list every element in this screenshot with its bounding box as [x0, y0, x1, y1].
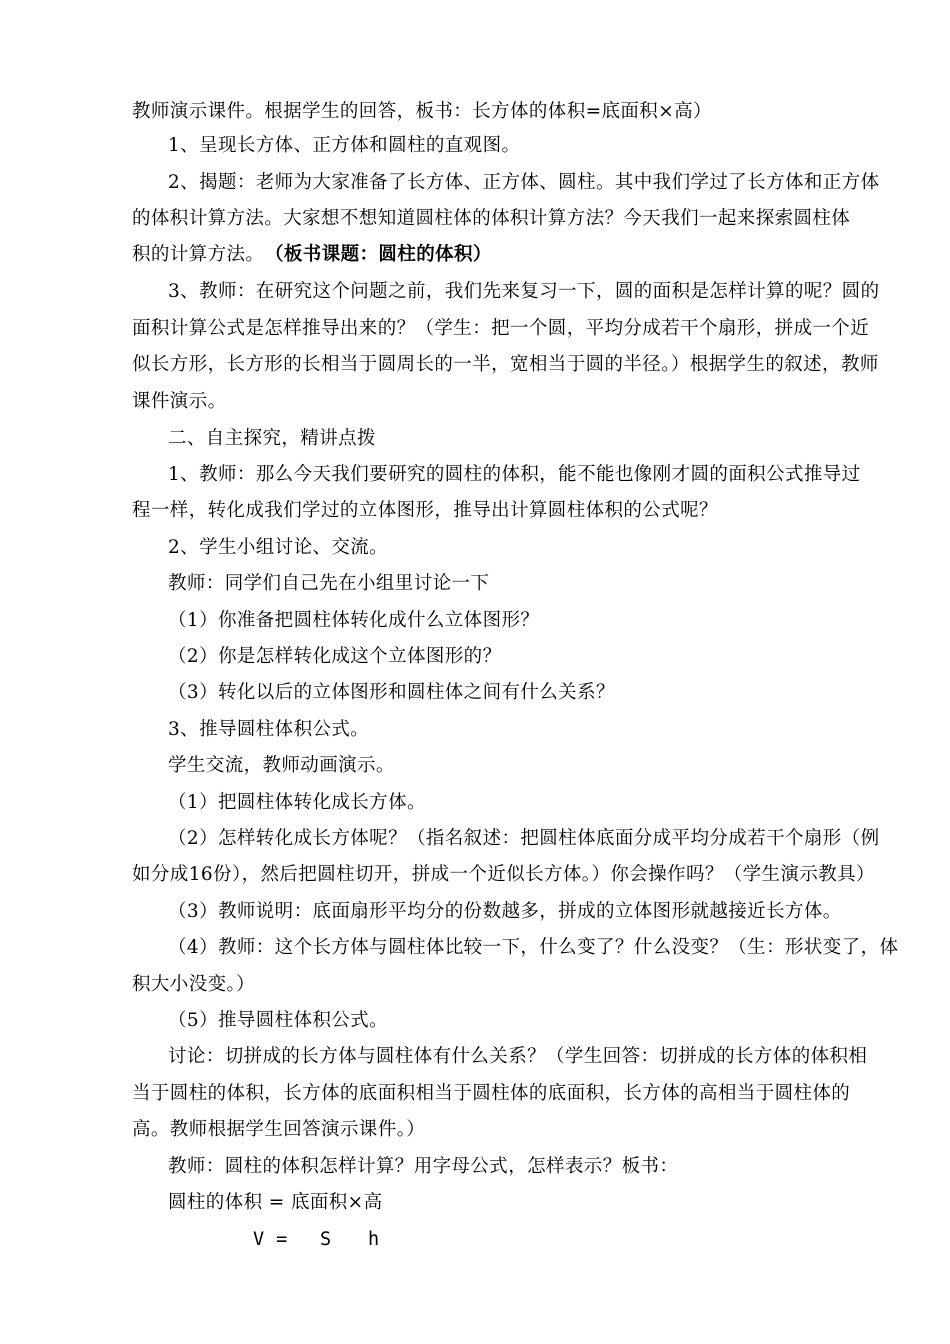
text-line: 高。教师根据学生回答演示课件。）: [132, 1119, 426, 1140]
text-line: 教师演示课件。根据学生的回答，板书：长方体的体积=底面积×高）: [132, 101, 712, 122]
text-line: 1、教师：那么今天我们要研究的圆柱的体积，能不能也像刚才圆的面积公式推导过: [168, 464, 861, 485]
text-line: 教师：同学们自己先在小组里讨论一下: [168, 573, 490, 594]
text-line: 讨论：切拼成的长方体与圆柱体有什么关系？（学生回答：切拼成的长方体的体积相: [168, 1046, 868, 1067]
step-item: （5）推导圆柱体积公式。: [168, 1010, 389, 1031]
step-item: （3）教师说明：底面扇形平均分的份数越多，拼成的立体图形就越接近长方体。: [168, 901, 842, 922]
question-item: （2）你是怎样转化成这个立体图形的？: [168, 646, 502, 667]
formula-h: h: [368, 1229, 380, 1250]
text-line: 2、揭题：老师为大家准备了长方体、正方体、圆柱。其中我们学过了长方体和正方体: [168, 172, 880, 193]
step-item: （2）怎样转化成长方体呢？（指名叙述：把圆柱体底面分成平均分成若干个扇形（例: [168, 828, 880, 849]
question-item: （1）你准备把圆柱体转化成什么立体图形？: [168, 610, 540, 631]
formula-s: S: [320, 1229, 332, 1250]
text-line: 程一样，转化成我们学过的立体图形，推导出计算圆柱体积的公式呢？: [132, 500, 718, 521]
formula-words: 圆柱的体积 = 底面积×高: [168, 1192, 383, 1213]
step-item: （4）教师：这个长方体与圆柱体比较一下，什么变了？什么没变？（生：形状变了，体: [168, 937, 899, 958]
text-line: 课件演示。: [132, 391, 227, 412]
text-line: 3、推导圆柱体积公式。: [168, 719, 370, 740]
text-line: 3、教师：在研究这个问题之前，我们先来复习一下，圆的面积是怎样计算的呢？圆的: [168, 281, 880, 302]
question-item: （3）转化以后的立体图形和圆柱体之间有什么关系？: [168, 682, 615, 703]
text-line: 积大小没变。）: [132, 974, 256, 995]
step-item: （1）把圆柱体转化成长方体。: [168, 792, 426, 813]
text-line: 1、呈现长方体、正方体和圆柱的直观图。: [168, 135, 521, 156]
text-line: 积的计算方法。: [132, 244, 265, 265]
board-title: （板书课题：圆柱的体积）: [265, 244, 492, 265]
text-line: 似长方形，长方形的长相当于圆周长的一半，宽相当于圆的半径。）根据学生的叙述，教师: [132, 354, 879, 375]
text-line: 如分成16份），然后把圆柱切开，拼成一个近似长方体。）你会操作吗？（学生演示教具）: [132, 864, 875, 885]
text-line: 学生交流，教师动画演示。: [168, 755, 395, 776]
text-line: 教师：圆柱的体积怎样计算？用字母公式，怎样表示？板书：: [168, 1156, 679, 1177]
formula-v: V =: [253, 1229, 288, 1250]
text-line: 当于圆柱的体积，长方体的底面积相当于圆柱体的底面积，长方体的高相当于圆柱体的: [132, 1083, 851, 1104]
text-line: 2、学生小组讨论、交流。: [168, 537, 389, 558]
text-line: 面积计算公式是怎样推导出来的？（学生：把一个圆，平均分成若干个扇形，拼成一个近: [132, 318, 870, 339]
section-heading: 二、自主探究，精讲点拨: [168, 428, 376, 449]
text-line: 的体积计算方法。大家想不想知道圆柱体的体积计算方法？今天我们一起来探索圆柱体: [132, 208, 851, 229]
